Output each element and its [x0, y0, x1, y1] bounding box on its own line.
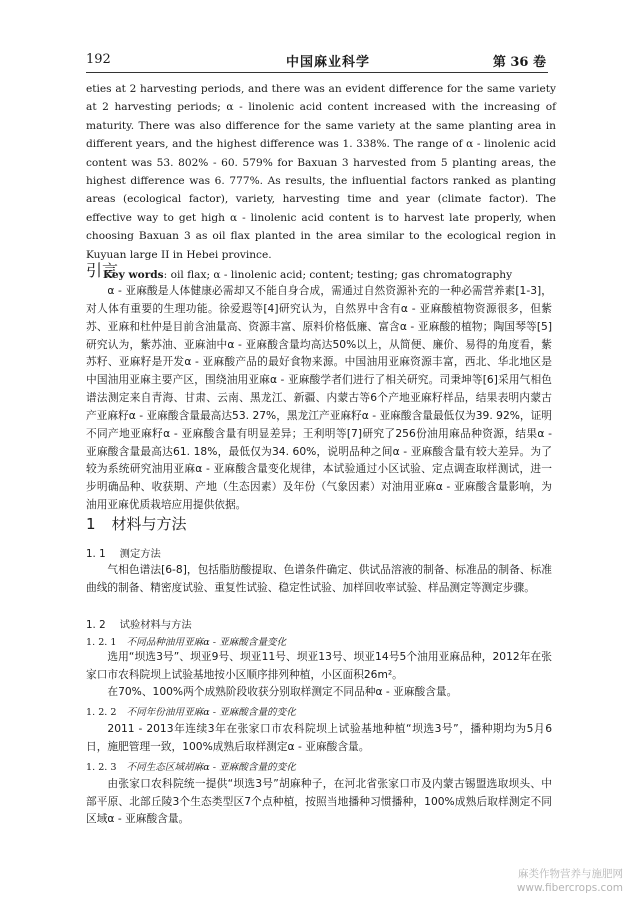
subsection-1-2-heading [86, 616, 192, 631]
subsection-1-2-1-number: 1. 2. 1 [86, 637, 117, 648]
section-1-number: 1 [86, 515, 96, 533]
subsection-1-2-3-number: 1. 2. 3 [86, 762, 117, 773]
section-1-title: 材料与方法 [111, 515, 187, 533]
journal-name: 中国麻业科学 [286, 55, 371, 70]
subsection-1-2-3-body [86, 775, 552, 828]
subsection-1-1-body [86, 561, 552, 596]
subsection-1-2-1-para1: 选用“坝选3号”、坝亚9号、坝亚11号、坝亚13号、坝亚14号5个油用亚麻品种，2012年在张家口市农科院坝上试验基地按小区顺序排列种植，小区面积26m²。 [86, 650, 552, 681]
subsection-1-2-2-number: 1. 2. 2 [86, 707, 117, 718]
subsection-1-2-3-heading [86, 759, 296, 773]
subsection-1-2-1-heading [86, 634, 286, 648]
section-1-heading [86, 513, 203, 534]
subsection-1-2-1-title: 不同品种油用亚麻α - 亚麻酸含量变化 [126, 637, 287, 648]
english-abstract [86, 80, 556, 284]
subsection-1-2-1-para2: 在70%、100%两个成熟阶段收获分别取样测定不同品种α - 亚麻酸含量。 [107, 685, 458, 699]
watermark-line-2: www.fibercrops.com [516, 882, 623, 894]
keywords-label: Key words [102, 269, 164, 282]
subsection-1-2-2-title: 不同年份油用亚麻α - 亚麻酸含量的变化 [126, 707, 296, 718]
subsection-1-1-text: 气相色谱法[6-8]，包括脂肪酸提取、色谱条件确定、供试品溶液的制备、标准品的制备、标准曲线的制备、精密度试验、重复性试验、稳定性试验、加样回收率试验、样品测定等测定步骤。 [86, 563, 552, 594]
abstract-text: eties at 2 harvesting periods, and there was an evident difference for the same variety at 2 harvesting periods; α - linolenic acid content increased with the increasing of maturity. There was also difference for the same variety at the same planting area in different years, and the highest difference was 1. 338%. The range of α - linolenic acid content was 53. 802% - 60. 579% for Baxuan 3 harvested from 5 planting areas, the highest difference was 6. 777%. As results, the influential factors ranked as planting areas (ecological factor), variety, harvesting time and year (climate factor). The effective way to get high α - linolenic acid content is to harvest late properly, when choosing Baxuan 3 as oil flax planted in the area similar to the ecological region in Kuyuan large II in Hebei province. [86, 83, 556, 261]
intro-paragraph: α - 亚麻酸是人体健康必需却又不能自身合成，需通过自然资源补充的一种必需营养素[1-3]，对人体有重要的生理功能。徐爱遐等[4]研究认为，自然界中含有α - 亚麻酸植物资源很多，但紫苏、亚麻和杜仲是目前含油量高、资源丰富、原料价格低廉、富含α - 亚麻酸的植物；陶国琴等[5]研究认为，紫苏油、亚麻油中α - 亚麻酸含量均高达50%以上，从简便、廉价、易得的角度看，紫苏籽、亚麻籽是开发α - 亚麻酸产品的最好食物来源。中国油用亚麻资源丰富，西北、华北地区是中国油用亚麻主要产区，围绕油用亚麻α - 亚麻酸学者们进行了相关研究。司秉坤等[6]采用气相色谱法测定来自青海、甘肃、云南、黑龙江、新疆、内蒙古等6个产地亚麻籽样品，结果表明内蒙古产亚麻籽α - 亚麻酸含量最高达53. 27%，黑龙江产亚麻籽α - 亚麻酸含量最低仅为39. 92%，证明不同产地亚麻籽α - 亚麻酸含量有明显差异；王利明等[7]研究了256份油用麻品种资源，结果α - 亚麻酸含量最高达61. 18%，最低仅为34. 60%，说明品种之间α - 亚麻酸含量有较大差异。为了较为系统研究油用亚麻α - 亚麻酸含量变化规律，本试验通过小区试验、定点调查取样测试，进一步明确品种、收获期、产地（生态因素）及年份（气象因素）对油用亚麻α - 亚麻酸含量影响，为油用亚麻优质栽培应用提供依据。 [86, 284, 552, 512]
subsection-1-1-number: 1. 1 [86, 548, 106, 560]
subsection-1-1-heading [86, 545, 161, 560]
subsection-1-1-title: 测定方法 [119, 548, 161, 560]
subsection-1-2-3-title: 不同生态区域胡麻α - 亚麻酸含量的变化 [126, 762, 296, 773]
page-number: 192 [86, 52, 111, 67]
subsection-1-2-2-heading [86, 704, 296, 718]
keywords-text: : oil flax; α - linolenic acid; content; testing; gas chromatography [163, 269, 513, 282]
subsection-1-2-title: 试验材料与方法 [119, 619, 192, 631]
watermark-line-1: 麻类作物营养与施肥网 [518, 868, 623, 880]
subsection-1-2-1-body [86, 648, 552, 701]
volume-label: 第 36 卷 [492, 55, 546, 70]
site-watermark [517, 867, 623, 895]
subsection-1-2-2-text: 2011 - 2013年连续3年在张家口市农科院坝上试验基地种植“坝选3号”，播种期均为5月6日，施肥管理一致，100%成熟后取样测定α - 亚麻酸含量。 [86, 722, 552, 753]
subsection-1-2-3-text: 由张家口农科院统一提供“坝选3号”胡麻种子，在河北省张家口市及内蒙古锡盟选取坝头、中部平原、北部丘陵3个生态类型区7个点种植，按照当地播种习惯播种，100%成熟后取样测定不同区域α - 亚麻酸含量。 [86, 777, 552, 826]
intro-heading: 引言 [86, 261, 119, 280]
running-header [86, 48, 548, 73]
subsection-1-2-number: 1. 2 [86, 619, 106, 631]
intro-body [86, 282, 552, 514]
subsection-1-2-2-body [86, 720, 552, 755]
